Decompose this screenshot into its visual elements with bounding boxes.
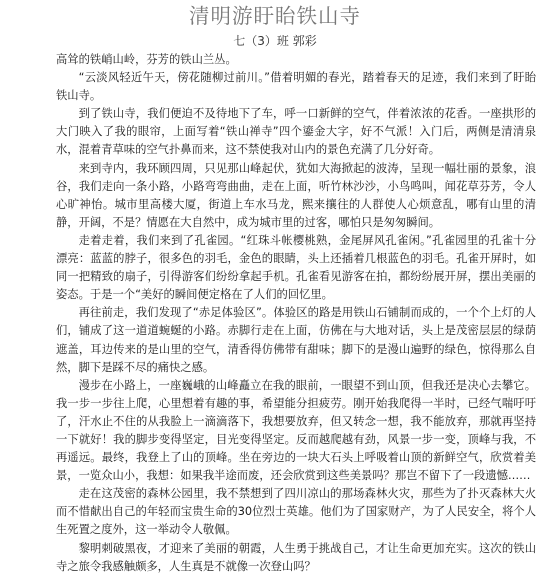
document-body	[56, 51, 536, 576]
paragraph-2: “云淡风轻近午天，傍花随柳过前川。”借着明媚的春光，踏着春天的足迹，我们来到了盱眙铁山寺。	[56, 71, 536, 103]
document-title: 清明游盱眙铁山寺	[189, 4, 361, 28]
paragraph-6: 再往前走，我们发现了“赤足体验区”。体验区的路是用铁山石铺制而成的，一个个上灯的人们，铺成了这一道道蜿蜒的小路。赤脚行走在上面，仿佛在与大地对话，头上是茂密层层的绿荫遮盖，耳边传来的是山里的空气，清香得仿佛带有甜味；脚下的是漫山遍野的绿色，惊得那么自然，脚下是踩不尽的痛快之感。	[56, 306, 536, 374]
paragraph-4: 来到寺内，我环顾四周，只见那山峰起伏，犹如大海掀起的波涛，呈现一幅壮丽的景象，浪谷，我们走向一条小路，小路弯弯曲曲，走在上面，听竹林沙沙，小鸟鸣叫，闻花草芬芳，令人心旷神怡。城市里高楼大厦，街道上车水马龙，熙来攘往的人群使人心烦意乱，哪有山里的清静，开阔，不是？情愿在大自然中，成为城市里的过客，哪怕只是匆匆瞬间。	[56, 161, 536, 229]
paragraph-1: 高耸的铁峭山岭，芬芳的铁山兰丛。	[56, 53, 237, 66]
paragraph-7: 漫步在小路上，一座巍峨的山峰矗立在我的眼前，一眼望不到山顶，但我还是决心去攀它。我一步一步往上爬，心里想着有趣的事，希望能分担疲劳。刚开始我爬得一半时，已经气喘吁吁了，汗水止不住的从我脸上一滴滴落下，我想要放弃，但又转念一想，我不能放弃，那就再坚持一下就好！我的脚步变得坚定，目光变得坚定。反而越爬越有劲，风景一步一变，顶峰与我，不再遥远。最终，我登上了山的顶峰。坐在旁边的一块大石头上呼吸着山顶的新鲜空气，欣赏着美景，一览众山小，我想：如果我半途而废，还会欣赏到这些美景吗？那岂不留下了一段遗憾……	[56, 378, 536, 483]
paragraph-5: 走着走着，我们来到了孔雀园。“红珠斗帐樱桃熟，金尾屏风孔雀闲。”孔雀园里的孔雀十分漂亮：蓝蓝的脖子，很多色的羽毛，金色的眼睛，头上还插着几根蓝色的羽毛。孔雀开屏时，如同一把精致的扇子，引得游客们纷纷拿起手机。孔雀看见游客在拍，都纷纷展开屏，摆出美丽的姿态。于是一个“美好的瞬间便定格在了人们的回忆里。	[56, 233, 536, 302]
paragraph-3: 到了铁山寺，我们便迫不及待地下了车，呼一口新鲜的空气，伴着浓浓的花香。一座拱形的大门映入了我的眼帘，上面写着“铁山禅寺”四个鎏金大字，好不气派！入门后，两侧是清清泉水，混着青草味的空气扑鼻而来，这不禁使我对山内的景色充满了几分好奇。	[56, 107, 536, 157]
document-author: 七（3）班 郭彩	[233, 34, 317, 48]
paragraph-9: 黎明刺破黑夜，才迎来了美丽的朝霞，人生勇于挑战自己，才让生命更加充实。这次的铁山寺之旅令我感触颇多，人生真是不就像一次登山吗？	[56, 541, 536, 573]
paragraph-8: 走在这茂密的森林公园里，我不禁想到了四川凉山的那场森林火灾，那些为了扑灭森林大火而不惜献出自己的年轻而宝贵生命的30位烈士英雄。他们为了国家财产，为了人民安全，将个人生死置之度外，这一举动令人敬佩。	[56, 487, 536, 537]
